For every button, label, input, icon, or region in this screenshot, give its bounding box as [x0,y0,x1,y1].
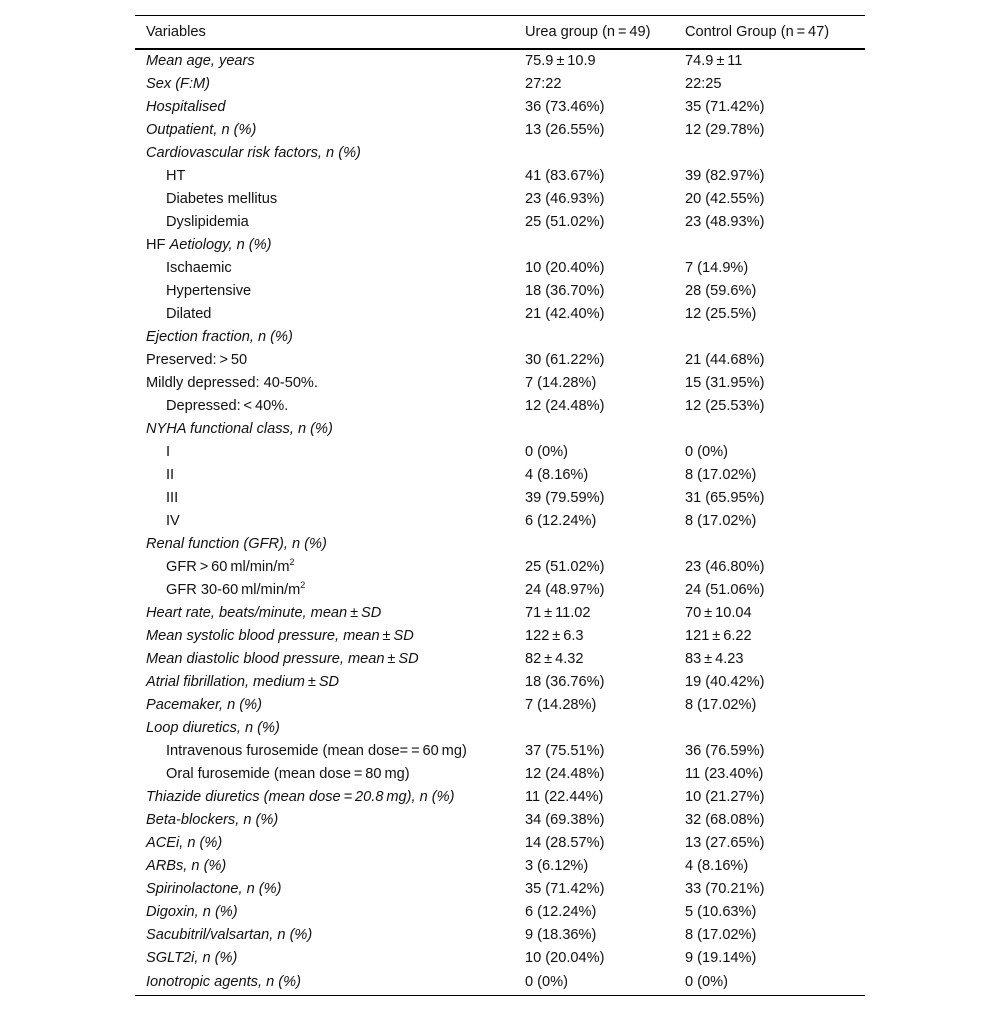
control-value-cell: 32 (68.08%) [685,812,765,828]
control-value-cell: 35 (71.42%) [685,99,765,115]
superscript: 2 [300,580,306,590]
variable-cell [135,579,525,602]
table-body [135,49,865,995]
urea-value-cell: 35 (71.42%) [525,881,605,897]
urea-value-cell: 13 (26.55%) [525,122,605,138]
variable-label-plain: HF [146,237,170,253]
variable-label: II [166,467,175,483]
urea-value-cell: 21 (42.40%) [525,306,605,322]
header-variables: Variables [146,24,206,40]
table-header [135,16,865,50]
urea-value-cell: 14 (28.57%) [525,835,605,851]
urea-value-cell [525,418,685,441]
variable-label: Spirinolactone, n (%) [146,881,282,897]
control-value-cell: 11 (23.40%) [685,766,764,782]
variable-label: Sex (F:M) [146,76,211,92]
variable-label: Mean systolic blood pressure, mean ± SD [146,628,414,644]
variable-label: Heart rate, beats/minute, mean ± SD [146,605,382,621]
control-value-cell: 12 (29.78%) [685,122,765,138]
variable-label: Renal function (GFR), n (%) [146,536,327,552]
control-value-cell: 19 (40.42%) [685,674,765,690]
control-value-cell: 8 (17.02%) [685,467,757,483]
variable-cell [135,326,525,349]
variable-cell [135,418,525,441]
variable-cell [135,211,525,234]
urea-value-cell: 7 (14.28%) [525,375,597,391]
variable-label: Oral furosemide (mean dose = 80 mg) [166,766,410,782]
table-row [135,165,865,188]
urea-value-cell: 23 (46.93%) [525,191,605,207]
variable-label: Ischaemic [166,260,232,276]
table-row [135,694,865,717]
variable-cell [135,533,525,556]
control-value-cell: 7 (14.9%) [685,260,749,276]
table-row [135,625,865,648]
control-value-cell: 39 (82.97%) [685,168,765,184]
table-row [135,671,865,694]
variable-label: Loop diuretics, n (%) [146,720,280,736]
control-value-cell: 9 (19.14%) [685,950,757,966]
variable-label: HT [166,168,186,184]
urea-value-cell: 0 (0%) [525,444,568,460]
urea-value-cell: 10 (20.40%) [525,260,605,276]
control-value-cell: 74.9 ± 11 [685,53,743,69]
table-row [135,947,865,970]
urea-value-cell: 71 ± 11.02 [525,605,591,621]
variable-cell [135,234,525,257]
urea-value-cell: 82 ± 4.32 [525,651,584,667]
urea-value-cell: 27:22 [525,76,562,92]
control-value-cell [685,717,865,740]
superscript: 2 [289,557,295,567]
data-table [135,15,865,996]
table-row [135,464,865,487]
variable-cell [135,441,525,464]
urea-value-cell: 30 (61.22%) [525,352,605,368]
urea-value-cell: 10 (20.04%) [525,950,605,966]
variable-cell [135,510,525,533]
urea-value-cell: 75.9 ± 10.9 [525,53,596,69]
urea-value-cell: 3 (6.12%) [525,858,589,874]
variable-cell [135,349,525,372]
table-row [135,809,865,832]
variable-label: Thiazide diuretics (mean dose = 20.8 mg), n (%) [146,789,455,805]
control-value-cell: 22:25 [685,76,722,92]
variable-cell [135,119,525,142]
variable-cell [135,855,525,878]
variable-label: Cardiovascular risk factors, n (%) [146,145,361,161]
urea-value-cell: 9 (18.36%) [525,927,597,943]
variable-label: I [166,444,171,460]
table-row [135,717,865,740]
control-value-cell: 8 (17.02%) [685,697,757,713]
variable-label: Pacemaker, n (%) [146,697,262,713]
urea-value-cell: 11 (22.44%) [525,789,604,805]
variable-cell [135,556,525,579]
control-value-cell: 121 ± 6.22 [685,628,752,644]
variable-cell [135,73,525,96]
variable-label: Dilated [166,306,212,322]
control-value-cell [685,234,865,257]
table-row [135,211,865,234]
control-value-cell: 12 (25.5%) [685,306,757,322]
variable-label: Atrial fibrillation, medium ± SD [146,674,340,690]
variable-label: Mean age, years [146,53,255,69]
variable-cell [135,487,525,510]
variable-cell [135,809,525,832]
urea-value-cell: 4 (8.16%) [525,467,589,483]
urea-value-cell [525,717,685,740]
control-value-cell: 31 (65.95%) [685,490,765,506]
variable-label: Digoxin, n (%) [146,904,238,920]
variable-cell [135,717,525,740]
urea-value-cell: 18 (36.70%) [525,283,605,299]
variable-label: Intravenous furosemide (mean dose= = 60 mg) [166,743,467,759]
urea-value-cell [525,533,685,556]
table-row [135,556,865,579]
variable-label: Depressed: < 40%. [166,398,289,414]
table-row [135,924,865,947]
table-row [135,96,865,119]
table-row [135,257,865,280]
control-value-cell: 36 (76.59%) [685,743,765,759]
control-value-cell: 12 (25.53%) [685,398,765,414]
variable-cell [135,901,525,924]
control-value-cell: 28 (59.6%) [685,283,757,299]
variable-label: GFR > 60 ml/min/m [166,559,290,575]
table-row [135,579,865,602]
header-control-group: Control Group (n = 47) [685,24,830,40]
table-row [135,303,865,326]
variable-label: Hospitalised [146,99,226,115]
variable-cell [135,671,525,694]
variable-cell [135,648,525,671]
urea-value-cell: 0 (0%) [525,973,568,990]
table-row [135,740,865,763]
variable-label: Hypertensive [166,283,252,299]
variable-cell [135,49,525,73]
urea-value-cell: 122 ± 6.3 [525,628,584,644]
urea-value-cell: 6 (12.24%) [525,513,597,529]
control-value-cell [685,326,865,349]
urea-value-cell [525,142,685,165]
table-row [135,602,865,625]
control-value-cell: 8 (17.02%) [685,513,757,529]
variable-label: III [166,490,179,506]
variable-label: Outpatient, n (%) [146,122,257,138]
variable-label: Ejection fraction, n (%) [146,329,293,345]
urea-value-cell: 7 (14.28%) [525,697,597,713]
variable-cell [135,786,525,809]
control-value-cell: 23 (46.80%) [685,559,765,575]
table-row [135,418,865,441]
variable-cell [135,395,525,418]
variable-cell [135,740,525,763]
urea-value-cell: 34 (69.38%) [525,812,605,828]
variable-label: GFR 30-60 ml/min/m [166,582,301,598]
table-row [135,234,865,257]
variable-label: IV [166,513,180,529]
control-value-cell [685,533,865,556]
variable-cell [135,625,525,648]
control-value-cell: 15 (31.95%) [685,375,765,391]
variable-label: NYHA functional class, n (%) [146,421,333,437]
variable-cell [135,165,525,188]
table-row [135,487,865,510]
table-row [135,326,865,349]
variable-cell [135,188,525,211]
control-value-cell: 21 (44.68%) [685,352,765,368]
control-value-cell: 5 (10.63%) [685,904,757,920]
variable-cell [135,947,525,970]
urea-value-cell: 41 (83.67%) [525,168,605,184]
control-value-cell: 8 (17.02%) [685,927,757,943]
control-value-cell [685,142,865,165]
control-value-cell: 24 (51.06%) [685,582,765,598]
control-value-cell: 20 (42.55%) [685,191,765,207]
urea-value-cell: 39 (79.59%) [525,490,605,506]
table-row [135,119,865,142]
header-urea-group: Urea group (n = 49) [525,24,651,40]
table-row [135,648,865,671]
variable-label: Mean diastolic blood pressure, mean ± SD [146,651,419,667]
header-row [135,16,865,50]
control-value-cell: 13 (27.65%) [685,835,765,851]
variable-label: Sacubitril/valsartan, n (%) [146,927,313,943]
table-row [135,855,865,878]
urea-value-cell: 25 (51.02%) [525,559,605,575]
control-value-cell: 23 (48.93%) [685,214,765,230]
control-value-cell [685,418,865,441]
urea-value-cell [525,326,685,349]
variable-label: ACEi, n (%) [146,835,223,851]
variable-label: Beta-blockers, n (%) [146,812,279,828]
table-row [135,901,865,924]
table-row [135,786,865,809]
variable-cell [135,763,525,786]
control-value-cell: 33 (70.21%) [685,881,765,897]
control-value-cell: 0 (0%) [685,444,728,460]
urea-value-cell: 24 (48.97%) [525,582,605,598]
variable-cell [135,372,525,395]
control-value-cell: 4 (8.16%) [685,858,749,874]
table-row [135,73,865,96]
table-row [135,142,865,165]
variable-cell [135,142,525,165]
table-row [135,372,865,395]
table-row [135,510,865,533]
control-value-cell: 10 (21.27%) [685,789,765,805]
variable-cell [135,602,525,625]
variable-cell [135,303,525,326]
table-row [135,878,865,901]
urea-value-cell: 12 (24.48%) [525,398,605,414]
variable-cell [135,464,525,487]
variable-label: Mildly depressed: 40-50%. [146,375,318,391]
variable-cell [135,280,525,303]
table-row [135,280,865,303]
variable-label-italic: Aetiology, n (%) [169,237,272,253]
variable-cell [135,257,525,280]
variable-label: Preserved: > 50 [146,352,248,368]
urea-value-cell: 25 (51.02%) [525,214,605,230]
variable-cell [135,694,525,717]
table-row [135,349,865,372]
table-row [135,970,865,995]
table-row [135,533,865,556]
urea-value-cell: 12 (24.48%) [525,766,605,782]
control-value-cell: 83 ± 4.23 [685,651,744,667]
urea-value-cell: 6 (12.24%) [525,904,597,920]
table-row [135,188,865,211]
urea-value-cell [525,234,685,257]
urea-value-cell: 36 (73.46%) [525,99,605,115]
variable-cell [135,924,525,947]
urea-value-cell: 18 (36.76%) [525,674,605,690]
table-row [135,832,865,855]
control-value-cell: 70 ± 10.04 [685,605,752,621]
table-row [135,763,865,786]
urea-value-cell: 37 (75.51%) [525,743,605,759]
variable-label: Dyslipidemia [166,214,249,230]
table-row [135,441,865,464]
variable-cell [135,878,525,901]
variable-label: ARBs, n (%) [146,858,227,874]
variable-cell [135,96,525,119]
table-row [135,395,865,418]
variable-label: SGLT2i, n (%) [146,950,238,966]
table-row [135,49,865,73]
baseline-characteristics-table [135,15,865,996]
variable-label: Diabetes mellitus [166,191,278,207]
control-value-cell: 0 (0%) [685,973,728,990]
variable-cell [135,832,525,855]
variable-cell [135,970,525,995]
variable-label: Ionotropic agents, n (%) [146,973,301,990]
